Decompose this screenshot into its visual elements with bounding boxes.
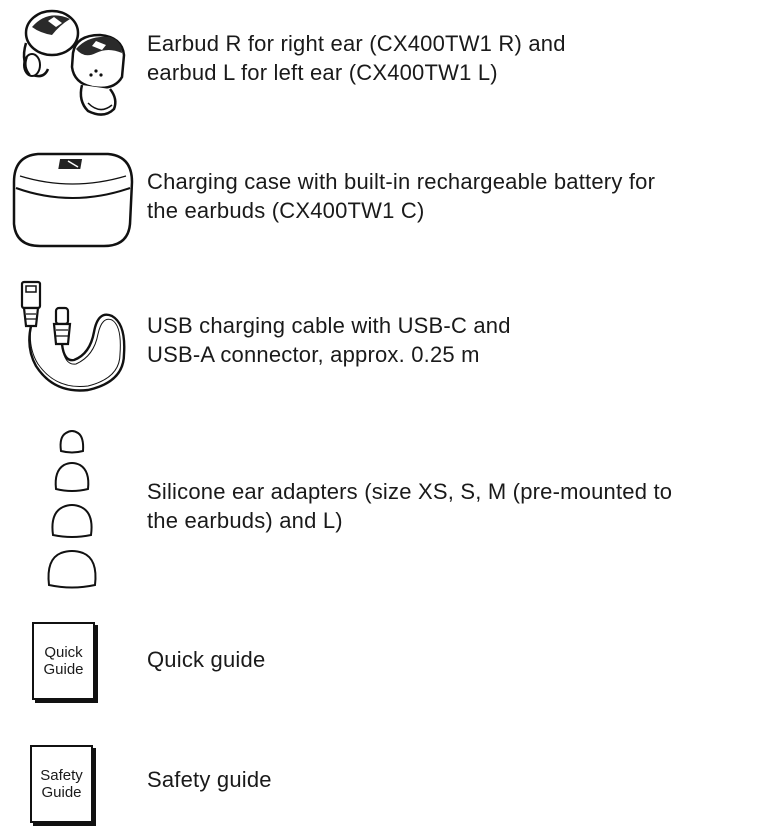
book-cover-line: Guide	[43, 661, 84, 678]
description-line: Safety guide	[147, 767, 272, 792]
charging-case-icon	[8, 148, 136, 253]
description-line: Earbud R for right ear (CX400TW1 R) and	[147, 31, 566, 56]
item-description	[147, 765, 272, 794]
description-line: USB-A connector, approx. 0.25 m	[147, 342, 480, 367]
book-cover-text	[34, 644, 93, 678]
safety-guide-icon	[30, 745, 93, 823]
book-cover-line: Quick	[44, 644, 83, 661]
book-cover-line: Safety	[40, 767, 83, 784]
quick-guide-icon	[32, 622, 95, 700]
item-description	[147, 645, 265, 674]
book-cover-text	[32, 767, 91, 801]
item-description	[147, 167, 655, 225]
description-line: earbud L for left ear (CX400TW1 L)	[147, 60, 498, 85]
description-line: USB charging cable with USB-C and	[147, 313, 511, 338]
ear-adapters-icon	[46, 425, 102, 600]
usb-cable-icon	[14, 278, 129, 403]
description-line: Charging case with built-in rechargeable battery for	[147, 169, 656, 194]
description-line: Quick guide	[147, 647, 266, 672]
item-description	[147, 311, 511, 369]
description-line: the earbuds (CX400TW1 C)	[147, 198, 425, 223]
book-cover-line: Guide	[41, 784, 82, 801]
item-description	[147, 29, 566, 87]
description-line: the earbuds) and L)	[147, 508, 343, 533]
item-description	[147, 477, 672, 535]
earbuds-icon	[18, 5, 128, 125]
description-line: Silicone ear adapters (size XS, S, M (pre-mounted to	[147, 479, 673, 504]
